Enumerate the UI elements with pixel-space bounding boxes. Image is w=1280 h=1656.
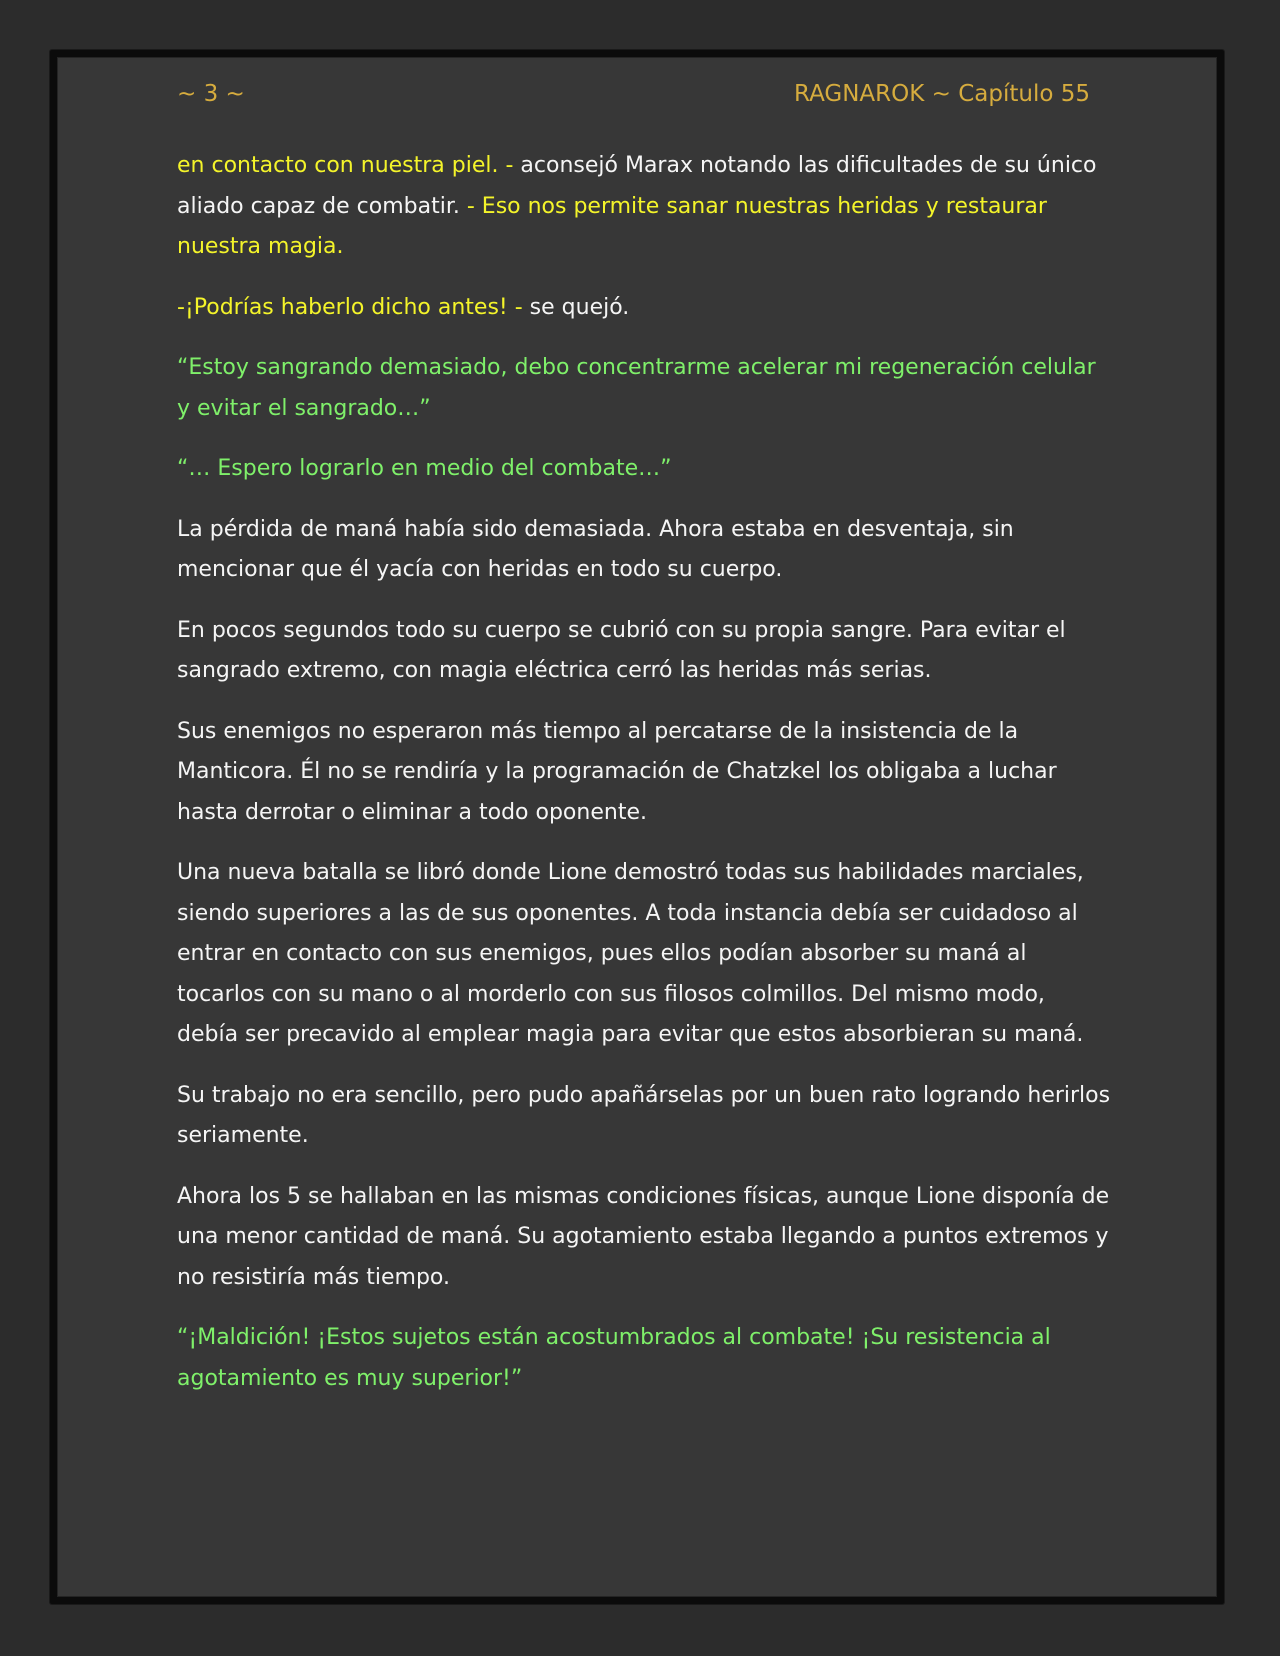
dialogue-text: - Eso nos permite sanar nuestras heridas y restaurar nuestra magia. bbox=[177, 193, 1047, 259]
paragraph bbox=[177, 449, 1112, 490]
thought-text: “¡Maldición! ¡Estos sujetos están acostumbrados al combate! ¡Su resistencia al agotamiento es muy superior!” bbox=[177, 1325, 1051, 1391]
paragraph bbox=[177, 1076, 1112, 1157]
narration-text: La pérdida de maná había sido demasiada. Ahora estaba en desventaja, sin mencionar que él yacía con heridas en todo su cuerpo. bbox=[177, 516, 1014, 582]
narration-text: aconsejó Marax notando las dificultades de su único aliado capaz de combatir. bbox=[177, 153, 1097, 219]
thought-text: “Estoy sangrando demasiado, debo concentrarme acelerar mi regeneración celular y evitar el sangrado…” bbox=[177, 355, 1096, 421]
paragraph bbox=[177, 853, 1112, 1056]
paragraph bbox=[177, 288, 1112, 329]
narration-text: Sus enemigos no esperaron más tiempo al percatarse de la insistencia de la Manticora. Él no se rendiría y la programación de Chatzkel los obligaba a luchar hasta derrotar o eliminar a todo oponente. bbox=[177, 718, 1057, 825]
narration-text: Ahora los 5 se hallaban en las mismas condiciones físicas, aunque Lione disponía de una menor cantidad de maná. Su agotamiento estaba llegando a puntos extremos y no resistiría más tiempo. bbox=[177, 1183, 1110, 1290]
paragraph bbox=[177, 1318, 1112, 1399]
page-header bbox=[177, 77, 1090, 111]
running-title: RAGNAROK ~ Capítulo 55 bbox=[794, 81, 1090, 107]
paragraph bbox=[177, 712, 1112, 834]
dialogue-text: -¡Podrías haberlo dicho antes! - bbox=[177, 294, 523, 320]
paragraph bbox=[177, 348, 1112, 429]
thought-text: “… Espero lograrlo en medio del combate…” bbox=[177, 456, 672, 481]
page-number: ~ 3 ~ bbox=[177, 81, 245, 107]
chapter-body bbox=[177, 146, 1112, 1419]
dialogue-text: en contacto con nuestra piel. - bbox=[177, 153, 514, 178]
narration-text: Su trabajo no era sencillo, pero pudo apañárselas por un buen rato logrando herirlos seriamente. bbox=[177, 1082, 1111, 1148]
paragraph bbox=[177, 510, 1112, 591]
narration-text: Una nueva batalla se libró donde Lione demostró todas sus habilidades marciales, siendo superiores a las de sus oponentes. A toda instancia debía ser cuidadoso al entrar en contacto con sus enemigos, pues ellos podían absorber su maná al tocarlos con su mano o al morderlo con sus filosos colmillos. Del mismo modo, debía ser precavido al emplear magia para evitar que estos absorbieran su maná. bbox=[177, 860, 1084, 1047]
paragraph bbox=[177, 146, 1112, 268]
narration-text: se quejó. bbox=[522, 294, 630, 320]
paragraph bbox=[177, 611, 1112, 692]
narration-text: En pocos segundos todo su cuerpo se cubrió con su propia sangre. Para evitar el sangrado extremo, con magia eléctrica cerró las heridas más serias. bbox=[177, 617, 1066, 683]
paragraph bbox=[177, 1177, 1112, 1299]
